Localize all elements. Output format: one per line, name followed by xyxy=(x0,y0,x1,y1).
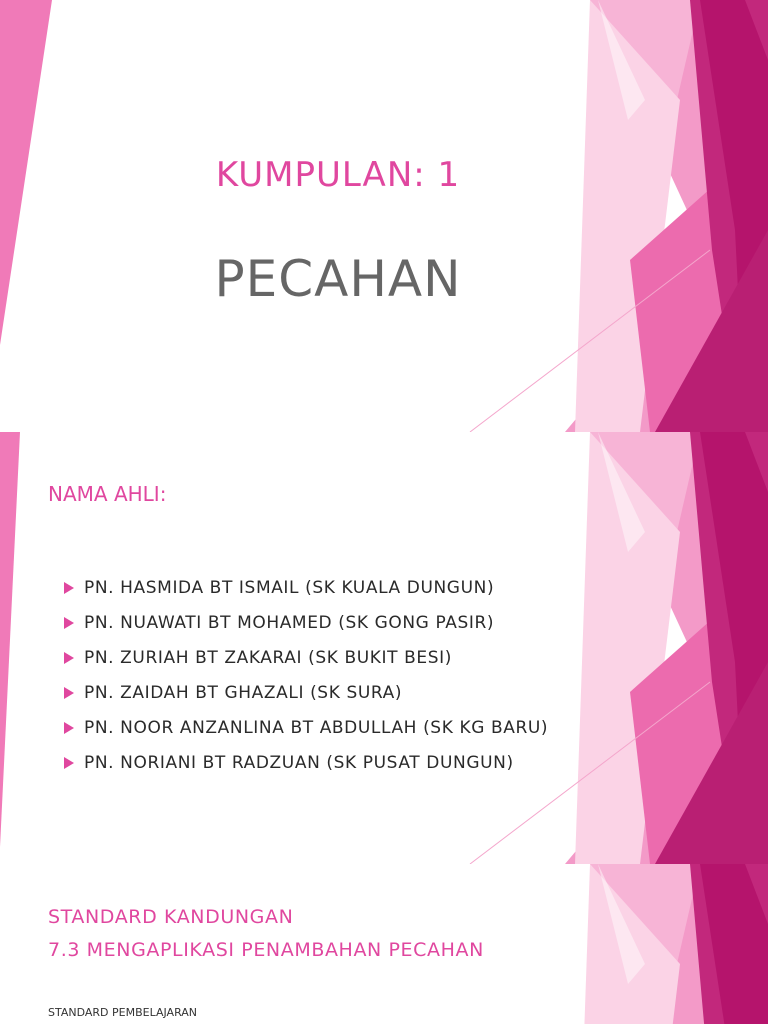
member-name: PN. HASMIDA BT ISMAIL (SK KUALA DUNGUN) xyxy=(84,577,495,598)
members-slide xyxy=(0,432,768,864)
member-name: PN. ZURIAH BT ZAKARAI (SK BUKIT BESI) xyxy=(84,647,452,668)
topic-title: PECAHAN xyxy=(214,250,462,308)
member-name: PN. ZAIDAH BT GHAZALI (SK SURA) xyxy=(84,682,403,703)
triangle-bullet-icon xyxy=(64,582,74,594)
members-list xyxy=(64,570,548,780)
slide-decoration xyxy=(0,0,768,432)
member-name: PN. NUAWATI BT MOHAMED (SK GONG PASIR) xyxy=(84,612,495,633)
triangle-bullet-icon xyxy=(64,757,74,769)
list-item xyxy=(64,640,548,675)
list-item xyxy=(64,710,548,745)
learning-standard-label: STANDARD PEMBELAJARAN xyxy=(48,1006,198,1019)
triangle-bullet-icon xyxy=(64,722,74,734)
triangle-bullet-icon xyxy=(64,652,74,664)
triangle-bullet-icon xyxy=(64,687,74,699)
member-name: PN. NOOR ANZANLINA BT ABDULLAH (SK KG BARU) xyxy=(84,717,549,738)
list-item xyxy=(64,570,548,605)
list-item xyxy=(64,675,548,710)
standards-slide xyxy=(0,864,768,1024)
left-accent-shape xyxy=(0,432,20,847)
content-standard-text: 7.3 MENGAPLIKASI PENAMBAHAN PECAHAN xyxy=(48,939,484,961)
content-standard-label: STANDARD KANDUNGAN xyxy=(48,906,294,928)
triangle-bullet-icon xyxy=(64,617,74,629)
list-item xyxy=(64,605,548,640)
member-name: PN. NORIANI BT RADZUAN (SK PUSAT DUNGUN) xyxy=(84,752,514,773)
title-slide xyxy=(0,0,768,432)
members-heading: NAMA AHLI: xyxy=(48,482,167,506)
list-item xyxy=(64,745,548,780)
group-title: KUMPULAN: 1 xyxy=(215,155,461,195)
